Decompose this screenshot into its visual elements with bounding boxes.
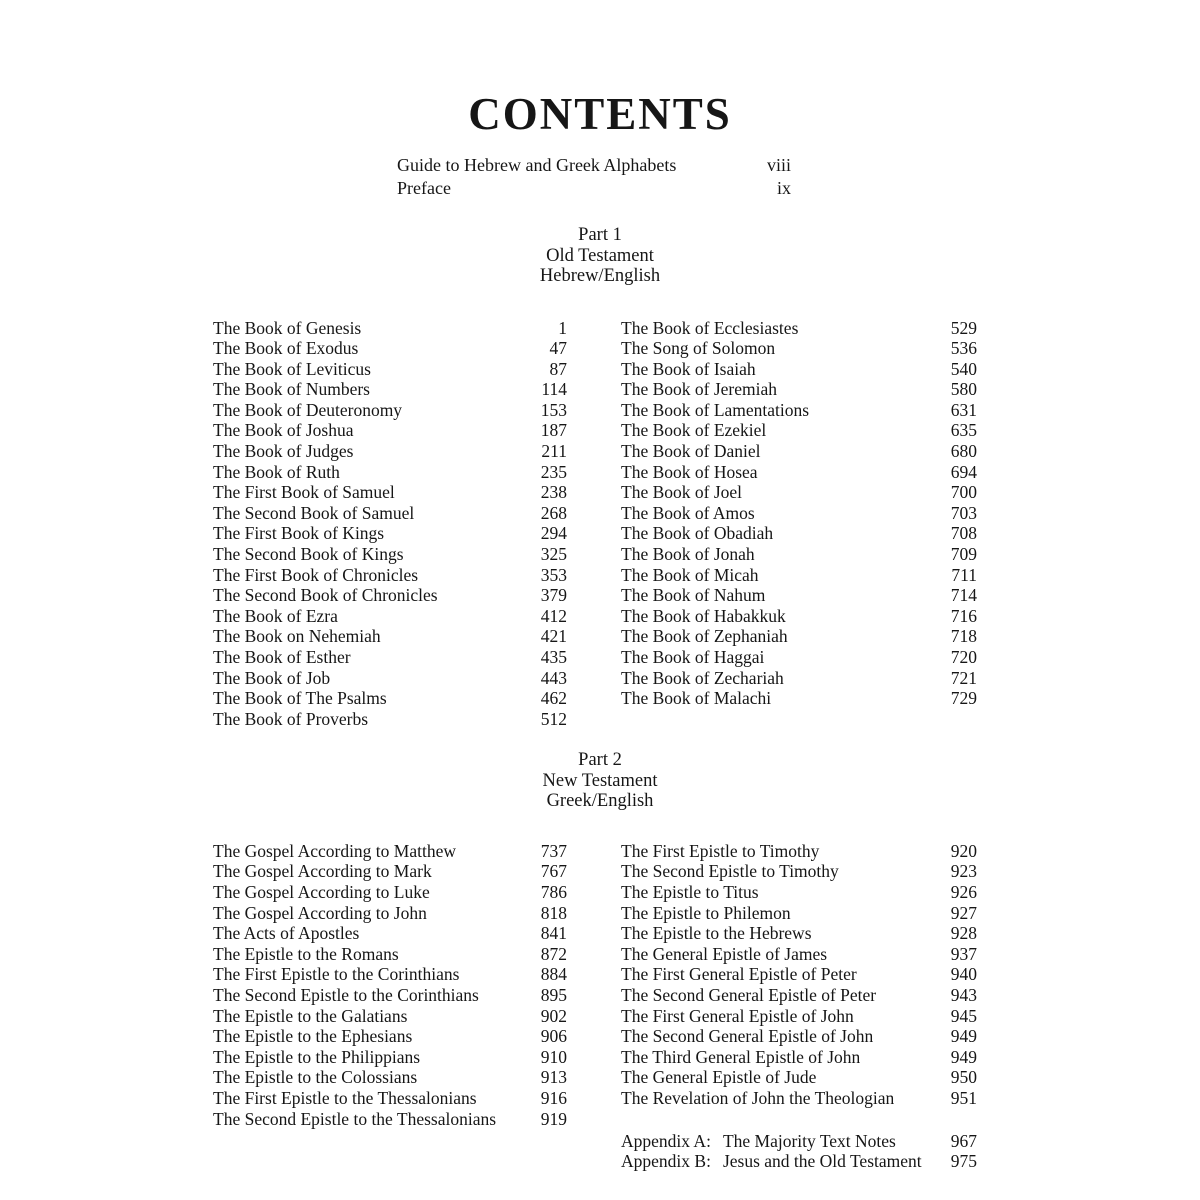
entry-title: The Third General Epistle of John [621, 1046, 861, 1067]
toc-entry [621, 688, 977, 709]
entry-page-number: 187 [540, 420, 567, 441]
entry-title: The Second Epistle to the Thessalonians [213, 1108, 497, 1129]
entry-title: The Gospel According to John [213, 902, 427, 923]
entry-title: The Second Book of Kings [213, 544, 404, 565]
part1-left-column [213, 318, 567, 730]
entry-title: The Epistle to Titus [621, 882, 759, 903]
entry-title: The Book of Ecclesiastes [621, 317, 799, 338]
toc-entry [213, 688, 567, 709]
entry-title: The Epistle to Philemon [621, 902, 791, 923]
part1-label: Part 1 [578, 225, 622, 245]
toc-entry [621, 964, 977, 985]
entry-title: The Book of Proverbs [213, 708, 369, 729]
entry-page-number: 906 [540, 1026, 567, 1047]
entry-page-number: 716 [950, 605, 977, 626]
entry-title: Preface [397, 178, 451, 198]
entry-title: Jesus and the Old Testament [722, 1151, 922, 1172]
appendices-list [621, 1131, 977, 1172]
entry-title: The Second Book of Samuel [213, 502, 415, 523]
column-gap [567, 318, 621, 730]
entry-title: The Song of Solomon [621, 338, 776, 359]
entry-page-number: 928 [950, 923, 977, 944]
part2-right-column [621, 841, 977, 1172]
entry-page-number: 910 [540, 1046, 567, 1067]
toc-entry [213, 923, 567, 944]
entry-title: The Book of Esther [213, 647, 351, 667]
toc-entry [621, 523, 977, 544]
toc-entry [621, 647, 977, 668]
entry-title: The Book of Zephaniah [621, 626, 788, 647]
entry-page-number: 443 [540, 667, 567, 688]
entry-page-number: 913 [540, 1067, 567, 1088]
front-matter-list [397, 154, 791, 200]
entry-title: The Epistle to the Colossians [213, 1067, 418, 1088]
entry-page-number: 926 [950, 882, 977, 903]
entry-title: The Second Epistle to the Corinthians [213, 985, 479, 1006]
entry-title: The Epistle to the Galatians [213, 1005, 408, 1026]
toc-entry [213, 441, 567, 462]
entry-title: The Book of Daniel [621, 441, 761, 462]
toc-entry [213, 1088, 567, 1109]
toc-entry [213, 903, 567, 924]
entry-page-number: 943 [950, 985, 977, 1006]
entry-title: The Gospel According to Mark [213, 861, 432, 882]
toc-entry [213, 1026, 567, 1047]
appendix-entry [621, 1131, 977, 1152]
toc-entry [621, 606, 977, 627]
column-gap [567, 841, 621, 1172]
entry-page-number: 87 [549, 358, 567, 379]
front-matter-entry [397, 154, 791, 177]
entry-title: The Book of Haggai [621, 647, 765, 667]
entry-title: The Book of Ruth [213, 461, 340, 482]
entry-page-number: 718 [950, 626, 977, 647]
toc-entry [621, 585, 977, 606]
toc-entry [213, 400, 567, 421]
entry-page-number: 580 [950, 379, 977, 400]
toc-entry [621, 1026, 977, 1047]
toc-entry [213, 626, 567, 647]
part2-language-label: Greek/English [546, 791, 654, 812]
entry-page-number: 353 [540, 564, 567, 585]
entry-title: The Book of Malachi [621, 688, 772, 709]
toc-entry [213, 379, 567, 400]
toc-entry [213, 606, 567, 627]
entry-page-number: 512 [540, 708, 567, 729]
entry-title: The Book of Joshua [213, 420, 354, 441]
part2-left-column [213, 841, 567, 1172]
entry-title: The Gospel According to Luke [213, 882, 430, 903]
part1-language-label: Hebrew/English [539, 266, 661, 286]
entry-title: The Book of Judges [213, 441, 354, 462]
entry-title: The First Book of Kings [213, 523, 385, 544]
entry-page-number: 529 [950, 317, 977, 338]
toc-entry [621, 923, 977, 944]
toc-entry [213, 882, 567, 903]
toc-entry [621, 626, 977, 647]
entry-page-number: 721 [950, 667, 977, 688]
toc-entry [213, 841, 567, 862]
entry-title: The Second Epistle to Timothy [621, 861, 839, 882]
toc-entry [213, 1006, 567, 1027]
entry-page-number: 268 [540, 502, 567, 523]
page-title: CONTENTS [468, 89, 732, 139]
entry-title: Guide to Hebrew and Greek Alphabets [397, 155, 677, 175]
entry-title: The Book of The Psalms [213, 688, 387, 709]
toc-entry [621, 841, 977, 862]
entry-title: The Book of Lamentations [621, 399, 810, 420]
entry-page-number: ix [776, 178, 791, 198]
entry-title: The Book of Exodus [213, 338, 359, 359]
part1-columns [213, 318, 977, 730]
entry-page-number: 435 [540, 647, 567, 667]
entry-title: The Acts of Apostles [213, 923, 360, 944]
entry-title: The General Epistle of James [621, 943, 828, 964]
toc-entry [621, 482, 977, 503]
entry-page-number: 421 [540, 626, 567, 647]
toc-entry [213, 482, 567, 503]
entry-page-number: 920 [950, 840, 977, 861]
entry-title: The Book of Zechariah [621, 667, 784, 688]
toc-entry [213, 462, 567, 483]
entry-page-number: 967 [950, 1130, 977, 1151]
entry-page-number: 711 [951, 564, 977, 585]
toc-entry [213, 503, 567, 524]
entry-page-number: 841 [540, 923, 567, 944]
entry-page-number: 635 [950, 420, 977, 441]
entry-title: The First General Epistle of John [621, 1005, 854, 1026]
entry-page-number: viii [766, 155, 791, 175]
entry-title: The Book on Nehemiah [213, 626, 381, 647]
entry-page-number: 884 [540, 964, 567, 985]
appendix-label: Appendix A: [621, 1130, 711, 1151]
toc-entry [213, 523, 567, 544]
entry-title: The Epistle to the Romans [213, 943, 399, 964]
entry-page-number: 729 [950, 688, 977, 709]
entry-page-number: 703 [950, 502, 977, 523]
entry-title: The Book of Hosea [621, 461, 758, 482]
entry-title: The Book of Habakkuk [621, 605, 786, 626]
entry-title: The General Epistle of Jude [621, 1067, 817, 1088]
entry-title: The Epistle to the Hebrews [621, 923, 812, 944]
entry-page-number: 700 [950, 482, 977, 503]
part1-heading [0, 225, 1200, 287]
part1-right-column [621, 318, 977, 730]
part2-right-entries [621, 841, 977, 1109]
entry-page-number: 47 [549, 338, 567, 359]
entry-page-number: 536 [950, 338, 977, 359]
entry-title: The Book of Jonah [621, 544, 755, 565]
toc-entry [621, 1088, 977, 1109]
entry-title: The Book of Micah [621, 564, 759, 585]
entry-title: The First Epistle to the Corinthians [213, 964, 460, 985]
entry-title: The First Book of Samuel [213, 482, 395, 503]
entry-title: The First Epistle to the Thessalonians [213, 1088, 477, 1108]
entry-title: The Book of Deuteronomy [213, 399, 403, 420]
toc-entry [213, 318, 567, 339]
part2-columns [213, 841, 977, 1172]
entry-page-number: 708 [950, 523, 977, 544]
entry-title: The Book of Genesis [213, 317, 362, 338]
toc-entry [213, 565, 567, 586]
toc-entry [621, 565, 977, 586]
toc-entry [213, 709, 567, 730]
toc-entry [213, 861, 567, 882]
entry-page-number: 737 [540, 840, 567, 861]
toc-entry [621, 861, 977, 882]
toc-entry [621, 903, 977, 924]
toc-entry [621, 1006, 977, 1027]
entry-page-number: 631 [950, 399, 977, 420]
entry-title: The Book of Obadiah [621, 523, 774, 544]
toc-entry [213, 420, 567, 441]
entry-title: The Book of Job [213, 667, 331, 688]
entry-page-number: 767 [540, 861, 567, 882]
toc-entry [621, 420, 977, 441]
toc-entry [621, 944, 977, 965]
entry-page-number: 919 [540, 1108, 567, 1129]
part2-heading [0, 750, 1200, 812]
entry-page-number: 949 [950, 1046, 977, 1067]
entry-page-number: 680 [950, 441, 977, 462]
entry-page-number: 114 [541, 379, 567, 400]
toc-entry [621, 441, 977, 462]
entry-page-number: 945 [950, 1005, 977, 1026]
entry-page-number: 235 [540, 461, 567, 482]
toc-entry [213, 944, 567, 965]
entry-title: The Book of Joel [621, 482, 743, 503]
entry-title: The Epistle to the Ephesians [213, 1026, 413, 1047]
toc-entry [213, 985, 567, 1006]
toc-entry [621, 318, 977, 339]
entry-page-number: 818 [540, 902, 567, 923]
toc-entry [213, 359, 567, 380]
entry-page-number: 379 [540, 585, 567, 606]
entry-title: The Book of Isaiah [621, 358, 756, 379]
entry-title: The Book of Ezra [213, 605, 338, 626]
entry-title: The Gospel According to Matthew [213, 840, 457, 861]
toc-entry [213, 1067, 567, 1088]
entry-title: The First Book of Chronicles [213, 564, 419, 585]
part2-testament-label: New Testament [542, 770, 658, 791]
toc-entry [621, 503, 977, 524]
entry-page-number: 714 [950, 585, 977, 606]
toc-entry [213, 964, 567, 985]
entry-page-number: 927 [950, 902, 977, 923]
entry-title: The Epistle to the Philippians [213, 1046, 421, 1067]
entry-page-number: 950 [950, 1067, 977, 1088]
appendix-entry [621, 1151, 977, 1172]
entry-title: The First Epistle to Timothy [621, 840, 820, 861]
toc-entry [621, 985, 977, 1006]
part1-testament-label: Old Testament [546, 245, 654, 266]
entry-page-number: 916 [540, 1088, 567, 1108]
toc-entry [213, 544, 567, 565]
entry-page-number: 694 [950, 461, 977, 482]
part2-label: Part 2 [578, 750, 622, 771]
entry-title: The Book of Amos [621, 502, 755, 523]
entry-title: The Second General Epistle of John [621, 1026, 874, 1047]
entry-page-number: 937 [950, 943, 977, 964]
toc-entry [213, 647, 567, 668]
entry-page-number: 153 [540, 399, 567, 420]
toc-entry [213, 668, 567, 689]
entry-page-number: 949 [950, 1026, 977, 1047]
toc-entry [213, 585, 567, 606]
toc-entry [621, 462, 977, 483]
entry-page-number: 895 [540, 985, 567, 1006]
entry-page-number: 902 [540, 1005, 567, 1026]
entry-page-number: 940 [950, 964, 977, 985]
entry-page-number: 872 [540, 943, 567, 964]
toc-entry [213, 338, 567, 359]
appendix-label: Appendix B: [621, 1151, 711, 1172]
front-matter-entry [397, 177, 791, 200]
entry-title: The Second General Epistle of Peter [621, 985, 877, 1006]
entry-page-number: 923 [950, 861, 977, 882]
entry-title: The Book of Ezekiel [621, 420, 767, 441]
entry-title: The Revelation of John the Theologian [621, 1088, 895, 1108]
entry-page-number: 294 [540, 523, 567, 544]
entry-page-number: 325 [540, 544, 567, 565]
toc-entry [621, 544, 977, 565]
entry-page-number: 1 [558, 317, 567, 338]
entry-page-number: 412 [540, 605, 567, 626]
entry-page-number: 238 [540, 482, 567, 503]
entry-title: The Book of Nahum [621, 585, 766, 606]
entry-title: The Majority Text Notes [722, 1130, 896, 1151]
toc-entry [621, 359, 977, 380]
toc-entry [213, 1047, 567, 1068]
entry-title: The Book of Leviticus [213, 358, 371, 379]
entry-title: The Book of Jeremiah [621, 379, 777, 400]
toc-entry [621, 1047, 977, 1068]
toc-entry [621, 400, 977, 421]
entry-page-number: 462 [540, 688, 567, 709]
entry-page-number: 786 [540, 882, 567, 903]
entry-page-number: 211 [541, 441, 567, 462]
toc-entry [621, 1067, 977, 1088]
toc-entry [621, 882, 977, 903]
entry-page-number: 709 [950, 544, 977, 565]
toc-entry [213, 1109, 567, 1130]
entry-page-number: 540 [950, 358, 977, 379]
entry-title: The Second Book of Chronicles [213, 585, 438, 606]
entry-title: The Book of Numbers [213, 379, 370, 400]
entry-page-number: 951 [950, 1088, 977, 1108]
toc-entry [621, 379, 977, 400]
toc-entry [621, 338, 977, 359]
toc-entry [621, 668, 977, 689]
entry-page-number: 975 [950, 1151, 977, 1172]
entry-page-number: 720 [950, 647, 977, 667]
entry-title: The First General Epistle of Peter [621, 964, 857, 985]
